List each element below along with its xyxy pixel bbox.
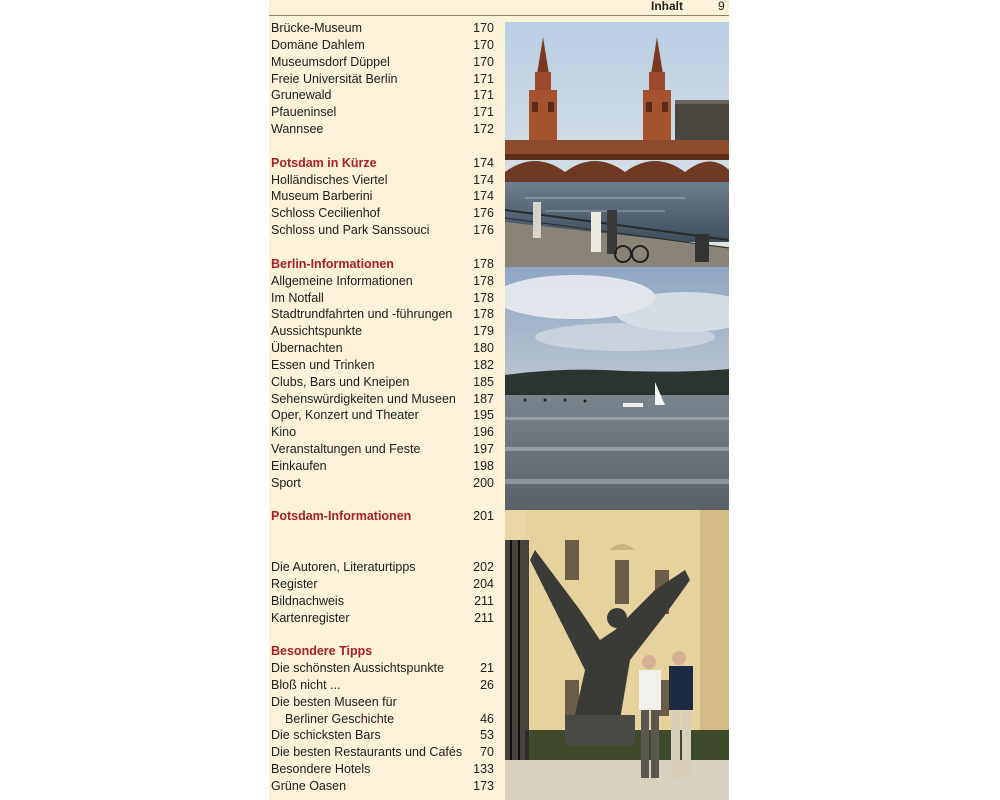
toc-entry: Oper, Konzert und Theater 195 (271, 408, 494, 423)
toc-entry: Besondere Hotels 133 (271, 762, 494, 777)
toc-entry: Die Autoren, Literaturtipps 202 (271, 560, 494, 574)
toc-entry: Übernachten 180 (271, 341, 494, 356)
statue-photo (505, 510, 729, 800)
toc-entry: Sehenswürdigkeiten und Museen 187 (271, 391, 494, 406)
toc-entry: Essen und Trinken 182 (271, 357, 494, 372)
toc-entry: Clubs, Bars und Kneipen 185 (271, 374, 494, 389)
toc-entry: Im Notfall 178 (271, 290, 494, 305)
toc-section-heading: Potsdam in Kürze 174 (271, 155, 494, 170)
toc-entry: Wannsee 172 (271, 122, 494, 137)
running-header (269, 0, 729, 16)
toc-entry: Allgemeine Informationen 178 (271, 273, 494, 288)
toc-entry: Brücke-Museum 170 (271, 21, 494, 35)
toc-section-heading: Besondere Tipps (271, 644, 373, 659)
toc-entry: Stadtrundfahrten und -führungen 178 (271, 307, 494, 322)
toc-entry: Museumsdorf Düppel 170 (271, 54, 494, 69)
toc-entry: Grunewald 171 (271, 88, 494, 103)
toc-entry: Pfaueninsel 171 (271, 105, 494, 120)
toc-entry: Holländisches Viertel 174 (271, 172, 494, 187)
toc-entry: Schloss Cecilienhof 176 (271, 206, 494, 221)
toc-entry: Schloss und Park Sanssouci 176 (271, 223, 494, 238)
toc-entry: Bloß nicht ... 26 (271, 677, 494, 692)
toc-entry: Aussichtspunkte 179 (271, 324, 494, 339)
toc-entry: Kartenregister 211 (271, 610, 494, 625)
toc-entry: Museum Barberini 174 (271, 189, 494, 204)
toc-entry: Register 204 (271, 576, 494, 591)
toc-entry: Die schicksten Bars 53 (271, 728, 494, 743)
page-number: 9 (718, 0, 725, 13)
bridge-photo (505, 22, 729, 267)
toc-entry: Die besten Museen für (271, 694, 397, 709)
toc-entry: Einkaufen 198 (271, 458, 494, 473)
toc-entry: Veranstaltungen und Feste 197 (271, 442, 494, 457)
toc-section-heading: Potsdam-Informationen 201 (271, 509, 494, 524)
toc-entry: Die schönsten Aussichtspunkte 21 (271, 661, 494, 676)
toc-section-heading: Berlin-Informationen 178 (271, 256, 494, 271)
toc-entry: Die besten Restaurants und Cafés 70 (271, 745, 494, 760)
toc-entry: Freie Universität Berlin 171 (271, 71, 494, 86)
table-of-contents (271, 20, 495, 795)
toc-entry: Bildnachweis 211 (271, 593, 494, 608)
toc-entry: Kino 196 (271, 425, 494, 440)
toc-entry: Domäne Dahlem 170 (271, 37, 494, 52)
toc-entry: Berliner Geschichte 46 (285, 711, 494, 726)
header-title: Inhalt (651, 0, 683, 13)
toc-entry: Sport 200 (271, 475, 494, 490)
lake-photo (505, 267, 729, 510)
toc-entry: Grüne Oasen 173 (271, 778, 494, 793)
book-page (269, 0, 729, 800)
